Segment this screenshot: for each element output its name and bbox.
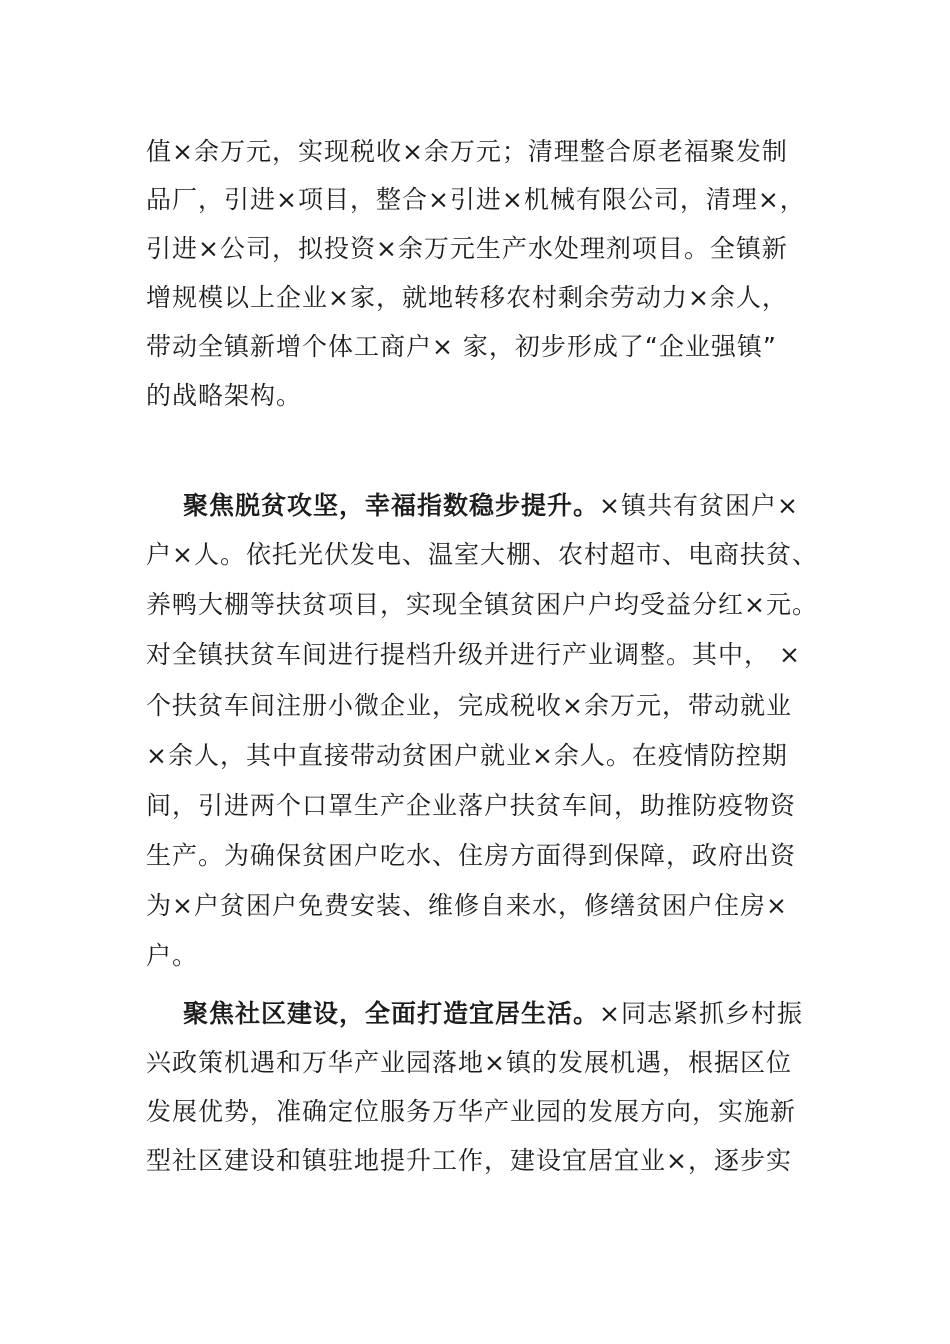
- paragraph-2-first-line-rest: ×镇共有贫困户×: [599, 491, 799, 520]
- paragraph-2-line-7: 间，引进两个口罩生产企业落户扶贫车间，助推防疫物资: [146, 791, 797, 820]
- paragraph-3-first-line-rest: ×同志紧抓乡村振: [599, 999, 803, 1028]
- paragraph-1-line-2: 品厂，引进×项目，整合×引进×机械有限公司，清理×，: [146, 185, 806, 214]
- paragraph-3-first-line: [183, 996, 803, 1032]
- paragraph-1-line-1: 值×余万元，实现税收×余万元；清理整合原老福聚发制: [146, 137, 788, 166]
- paragraph-2-line-6: ×余人，其中直接带动贫困户就业×余人。在疫情防控期: [146, 741, 788, 770]
- paragraph-1-line-4: 增规模以上企业×家，就地转移农村剩余劳动力×余人，: [146, 283, 788, 312]
- paragraph-2-line-2: 户×人。依托光伏发电、温室大棚、农村超市、电商扶贫、: [146, 540, 818, 569]
- paragraph-3-heading: 聚焦社区建设，全面打造宜居生活。: [183, 999, 600, 1028]
- paragraph-3-line-3: 发展优势，准确定位服务万华产业园的发展方向，实施新: [146, 1097, 797, 1126]
- paragraph-1-line-3: 引进×公司，拟投资×余万元生产水处理剂项目。全镇新: [146, 234, 788, 263]
- paragraph-2-line-5: 个扶贫车间注册小微企业，完成税收×余万元，带动就业: [146, 691, 792, 720]
- paragraph-3-line-4: 型社区建设和镇驻地提升工作，建设宜居宜业×，逐步实: [146, 1146, 792, 1175]
- paragraph-2-first-line: [183, 488, 799, 524]
- paragraph-1-line-6: 的战略架构。: [146, 381, 303, 410]
- paragraph-2-line-9: 为×户贫困户免费安装、维修自来水，修缮贫困户住房×: [146, 891, 788, 920]
- paragraph-2-line-8: 生产。为确保贫困户吃水、住房方面得到保障，政府出资: [146, 841, 797, 870]
- paragraph-1-line-5: 带动全镇新增个体工商户× 家，初步形成了“企业强镇”: [146, 332, 777, 361]
- paragraph-2-line-10: 户。: [146, 941, 199, 970]
- paragraph-3-line-2: 兴政策机遇和万华产业园落地×镇的发展机遇，根据区位: [146, 1048, 792, 1077]
- paragraph-2-line-3: 养鸭大棚等扶贫项目，实现全镇贫困户户均受益分红×元。: [146, 590, 818, 619]
- paragraph-2-heading: 聚焦脱贫攻坚，幸福指数稳步提升。: [183, 491, 600, 520]
- paragraph-2-line-4: 对全镇扶贫车间进行提档升级并进行产业调整。其中， ×: [146, 640, 801, 669]
